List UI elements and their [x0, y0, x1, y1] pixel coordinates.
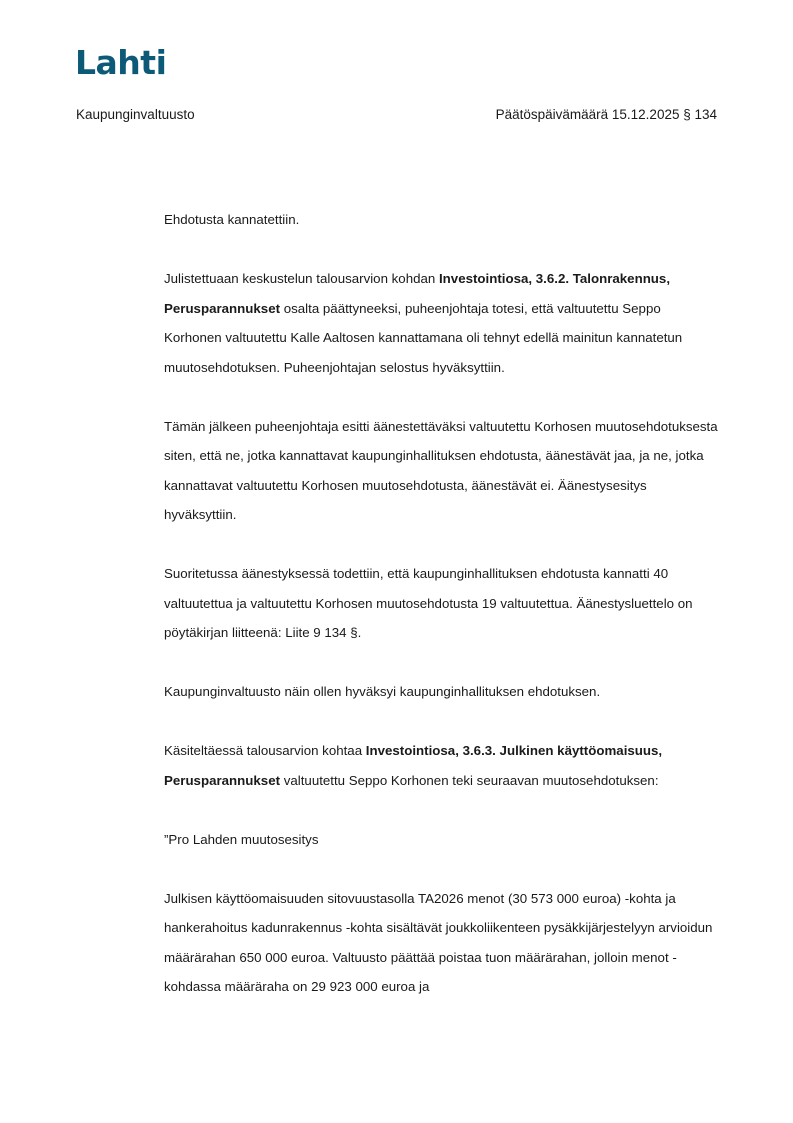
paragraph-amendment-intro: Käsiteltäessä talousarvion kohtaa Investointiosa, 3.6.3. Julkinen käyttöomaisuus, Perusparannukset valtuutettu Seppo Korhonen teki seuraavan muutosehdotuksen: [164, 743, 663, 788]
paragraph-discussion-closed: Julistettuaan keskustelun talousarvion kohdan Investointiosa, 3.6.2. Talonrakennus, Perusparannukset osalta päättyneeksi, puheenjohtaja totesi, että valtuutettu Seppo Korhonen valtuutettu Kalle Aaltosen kannattamana oli tehnyt edellä mainitun kannatetun muutosehdotuksen. Puheenjohtajan selostus hyväksyttiin. [164, 271, 683, 375]
decision-date: Päätöspäivämäärä 15.12.2025 § 134 [495, 107, 717, 122]
paragraph-vote-result: Suoritetussa äänestyksessä todettiin, että kaupunginhallituksen ehdotusta kannatti 40 valtuutettua ja valtuutettu Korhosen muutosehdotusta 19 valtuutettua. Äänestysluettelo on pöytäkirjan liitteenä: Liite 9 134 §. [164, 566, 693, 640]
paragraph-amendment-text: Julkisen käyttöomaisuuden sitovuustasolla TA2026 menot (30 573 000 euroa) -kohta ja hankerahoitus kadunrakennus -kohta sisältävät joukkoliikenteen pysäkkijärjestelyyn arvioidun määrärahan 650 000 euroa. Valtuusto päättää poistaa tuon määrärahan, jolloin menot -kohdassa määräraha on 29 923 000 euroa ja [164, 890, 713, 994]
paragraph-decision: Kaupunginvaltuusto näin ollen hyväksyi kaupunginhallituksen ehdotuksen. [164, 684, 601, 699]
paragraph-amendment-title: ”Pro Lahden muutosesitys [164, 831, 319, 847]
lahti-logo: Lahti [75, 43, 167, 82]
paragraph-vote-proposal: Tämän jälkeen puheenjohtaja esitti äänestettäväksi valtuutettu Korhosen muutosehdotuksesta siten, että ne, jotka kannattavat kaupunginhallituksen ehdotusta, äänestävät jaa, ja ne, jotka kannattavat valtuutettu Korhosen muutosehdotusta, äänestävät ei. Äänestysesitys hyväksyttiin. [164, 418, 718, 522]
paragraph-proposal-seconded: Ehdotusta kannatettiin. [164, 212, 300, 227]
body-name: Kaupunginvaltuusto [76, 107, 195, 122]
document-body [164, 205, 720, 1031]
